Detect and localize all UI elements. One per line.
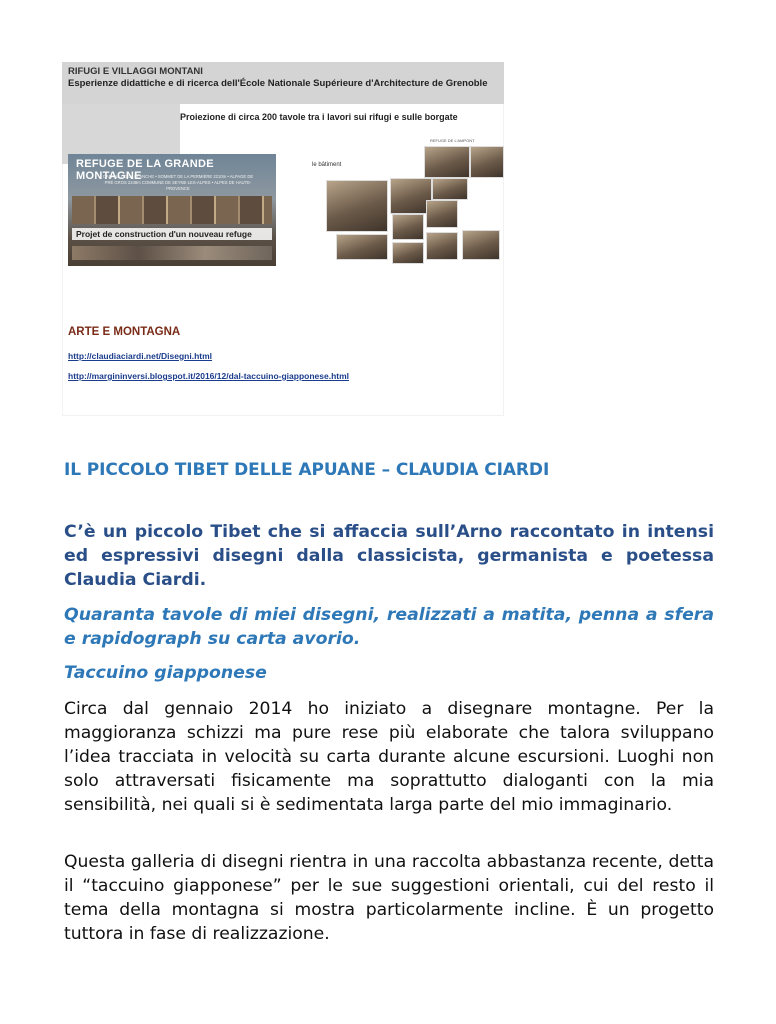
batiment-label: le bâtiment <box>312 162 342 168</box>
article-lead: C’è un piccolo Tibet che si affaccia sull’Arno raccontato in intensi ed espressivi disegni dalla classicista, germanista e poetessa Claudia Ciardi. <box>64 522 714 590</box>
poster-projection-note: Proiezione di circa 200 tavole tra i lavori sui rifugi e sulle borgate <box>180 112 458 122</box>
article-title: IL PICCOLO TIBET DELLE APUANE – CLAUDIA CIARDI <box>64 460 550 480</box>
poster-header-title: RIFUGI E VILLAGGI MONTANI <box>68 66 203 77</box>
building-photo <box>336 234 388 260</box>
refuge-caption: CABANE DE LA BLANCHE • SOMMET DE LA PERMIÈRE 2210m • ALPAGE DE PRÉ GROS 2248m COMMUNE DE SEYNE-LES-ALPES • ALPES DE HAUTE-PROVENCE <box>102 174 254 191</box>
poster-image <box>62 62 504 416</box>
paragraph-1: Circa dal gennaio 2014 ho iniziato a disegnare montagne. Per la maggioranza schizzi ma pure rese più elaborate che talora sviluppano l’idea tracciata in velocità su carta durante alcune escursioni. Luoghi non solo attraversati fisicamente ma soprattutto dialoganti con la mia sensibilità, nei quali si è sedimentata larga parte del mio immaginario. <box>64 699 714 815</box>
article-quote: Quaranta tavole di miei disegni, realizzati a matita, penna a sfera e rapidograph su carta avorio. <box>64 605 714 649</box>
poster-header-subtitle: Esperienze didattiche e di ricerca dell'École Nationale Supérieure d'Architecture de Grenoble <box>68 78 488 89</box>
building-photo <box>432 178 468 200</box>
building-photo <box>424 146 470 178</box>
building-photo <box>470 146 504 178</box>
building-photo <box>462 230 500 260</box>
section-heading: Taccuino giapponese <box>64 663 267 683</box>
poster-link-disegni: http://claudiaciardi.net/Disegni.html <box>68 351 213 361</box>
refuge-photo-strip <box>72 246 272 260</box>
refuge-title: REFUGE DE LA GRANDE MONTAGNE <box>76 158 214 182</box>
poster-link-blogspot: http://margininversi.blogspot.it/2016/12/dal-taccuino-giapponese.html <box>68 371 350 381</box>
refuge-thumbnails <box>72 196 272 224</box>
building-photo <box>392 214 424 240</box>
building-photo <box>392 242 424 264</box>
arte-montagna-label: ARTE E MONTAGNA <box>68 326 181 338</box>
refuge-panel <box>68 154 276 266</box>
building-photo <box>326 180 388 232</box>
refuge-ampont-label: REFUGE DE L'AMPONT <box>430 138 475 143</box>
paragraph-2: Questa galleria di disegni rientra in una raccolta abbastanza recente, detta il “taccuino giapponese” per le sue suggestioni orientali, cui del resto il tema della montagna si mostra particolarmente incline. È un progetto tuttora in fase di realizzazione. <box>64 852 714 944</box>
building-photo <box>426 232 458 260</box>
building-photo <box>426 200 458 228</box>
refuge-subtitle: Projet de construction d'un nouveau refuge <box>72 228 272 240</box>
